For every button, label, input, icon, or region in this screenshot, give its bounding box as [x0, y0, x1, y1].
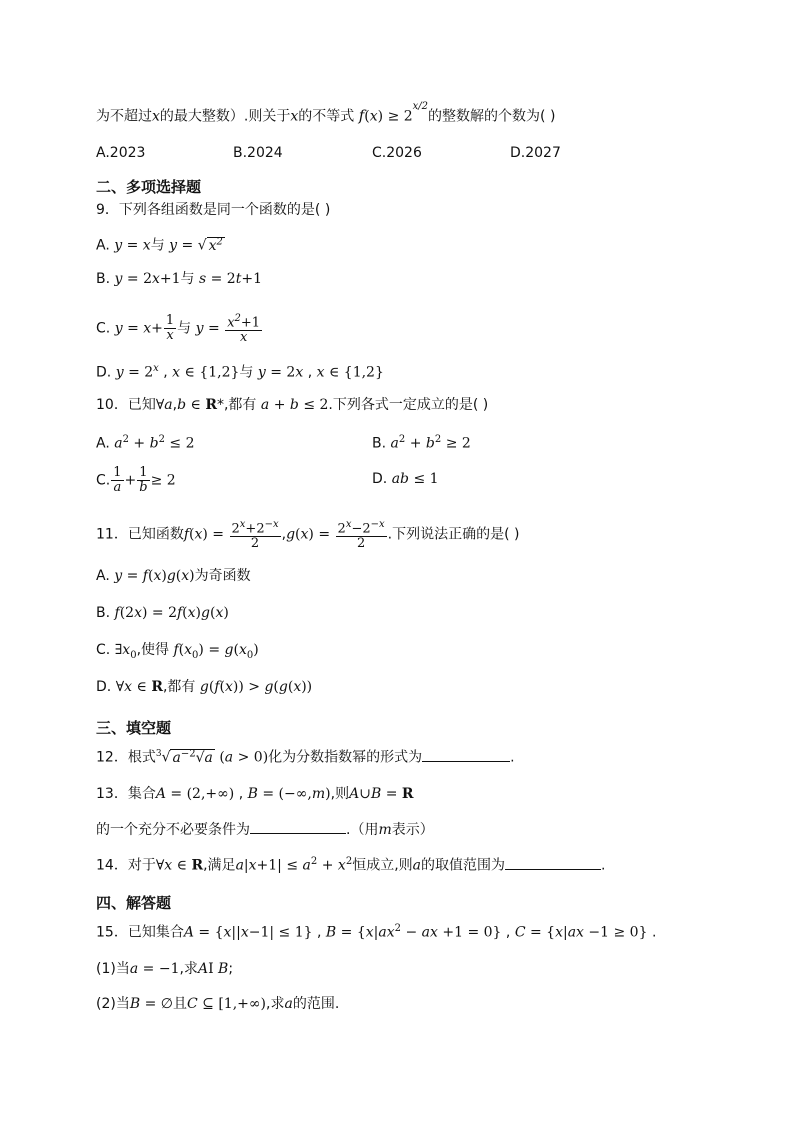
q8-text: 为不超过: [96, 108, 152, 125]
q8-option-b[interactable]: B.2024: [233, 145, 283, 161]
q8-option-c[interactable]: C.2026: [372, 145, 422, 161]
q9-option-a[interactable]: A. y = x与 y = √ $x^2$: [96, 236, 223, 254]
q11-option-c[interactable]: C. $\exists x_0$,使得 $f(x_0) = g(x_0)$: [96, 642, 259, 661]
q11-option-a[interactable]: A. y = f(x)g(x)为奇函数: [96, 568, 251, 584]
q13-line2: 的一个充分不必要条件为 .（用m表示）: [96, 819, 434, 841]
q12-answer-blank[interactable]: [422, 747, 510, 762]
q13-answer-blank[interactable]: [250, 819, 346, 834]
q10-option-d[interactable]: D. ab ≤ 1: [372, 471, 439, 487]
q10-option-a[interactable]: A. $a^2 + b^2 \le 2$: [96, 434, 195, 452]
q8-option-a[interactable]: A.2023: [96, 145, 146, 161]
q9-option-d[interactable]: D. $y = 2^x$ , x ∈ {1,2}与 y = 2x , x ∈ {1,2}: [96, 363, 384, 381]
q9-option-c[interactable]: C. y = x+ $\frac{1}{x}$ 与 y = $\frac{x^2+1}{x}$: [96, 313, 261, 346]
section-title-fill-in: 三、填空题: [96, 719, 172, 737]
q11-option-b[interactable]: B. f(2x) = 2f(x)g(x): [96, 605, 229, 621]
section-title-multiple-choice: 二、多项选择题: [96, 178, 202, 196]
q10-option-b[interactable]: B. $a^2 + b^2 \ge 2$: [372, 434, 471, 452]
q8-option-d[interactable]: D.2027: [510, 145, 561, 161]
q11-stem: 11．已知函数f(x) = $\frac{2^x+2^{-x}}{2}$ ,g(x) = $\frac{2^x-2^{-x}}{2}$ .下列说法正确的是( ): [96, 519, 520, 552]
q9-stem: 9．下列各组函数是同一个函数的是( ): [96, 202, 331, 218]
q10-stem: 10．已知∀a,b ∈ R*,都有 a + b ≤ 2.下列各式一定成立的是( ): [96, 397, 489, 413]
section-title-solutions: 四、解答题: [96, 894, 172, 912]
q12-stem: 12．根式$^3$√ $a^{-2}√a$ (a > 0)化为分数指数幂的形式为 .: [96, 748, 515, 766]
q14-stem: 14．对于∀x ∈ R,满足$a|x+1| \le a^2 + x^2$恒成立,则a的取值范围为 .: [96, 856, 606, 874]
q14-answer-blank[interactable]: [505, 855, 601, 870]
q8-options: [96, 142, 145, 164]
q15-part2: (2)当B = ∅且C ⊆ [1,+∞),求a的范围.: [96, 996, 340, 1012]
q8-stem-line: 为不超过x的最大整数）.则关于x的不等式 $f(x) \ge 2^{x/2}$的整数解的个数为( ): [96, 101, 556, 125]
q15-stem: 15．已知集合A = {x||x−1| ≤ 1} , $B = \{x|ax^2$ − ax +1 = 0} , C = {x|ax −1 ≥ 0} .: [96, 923, 657, 941]
q10-option-c[interactable]: C. $\frac{1}{a}$ + $\frac{1}{b}$ ≥ 2: [96, 465, 176, 495]
q11-option-d[interactable]: D. ∀x ∈ R,都有 g(f(x)) > g(g(x)): [96, 679, 313, 695]
q15-part1: (1)当a = −1,求AI B;: [96, 961, 234, 977]
q13-stem: 13．集合A = (2,+∞) , B = (−∞,m),则A∪B = R: [96, 786, 414, 802]
q9-option-b[interactable]: B. y = 2x+1与 s = 2t+1: [96, 271, 262, 287]
